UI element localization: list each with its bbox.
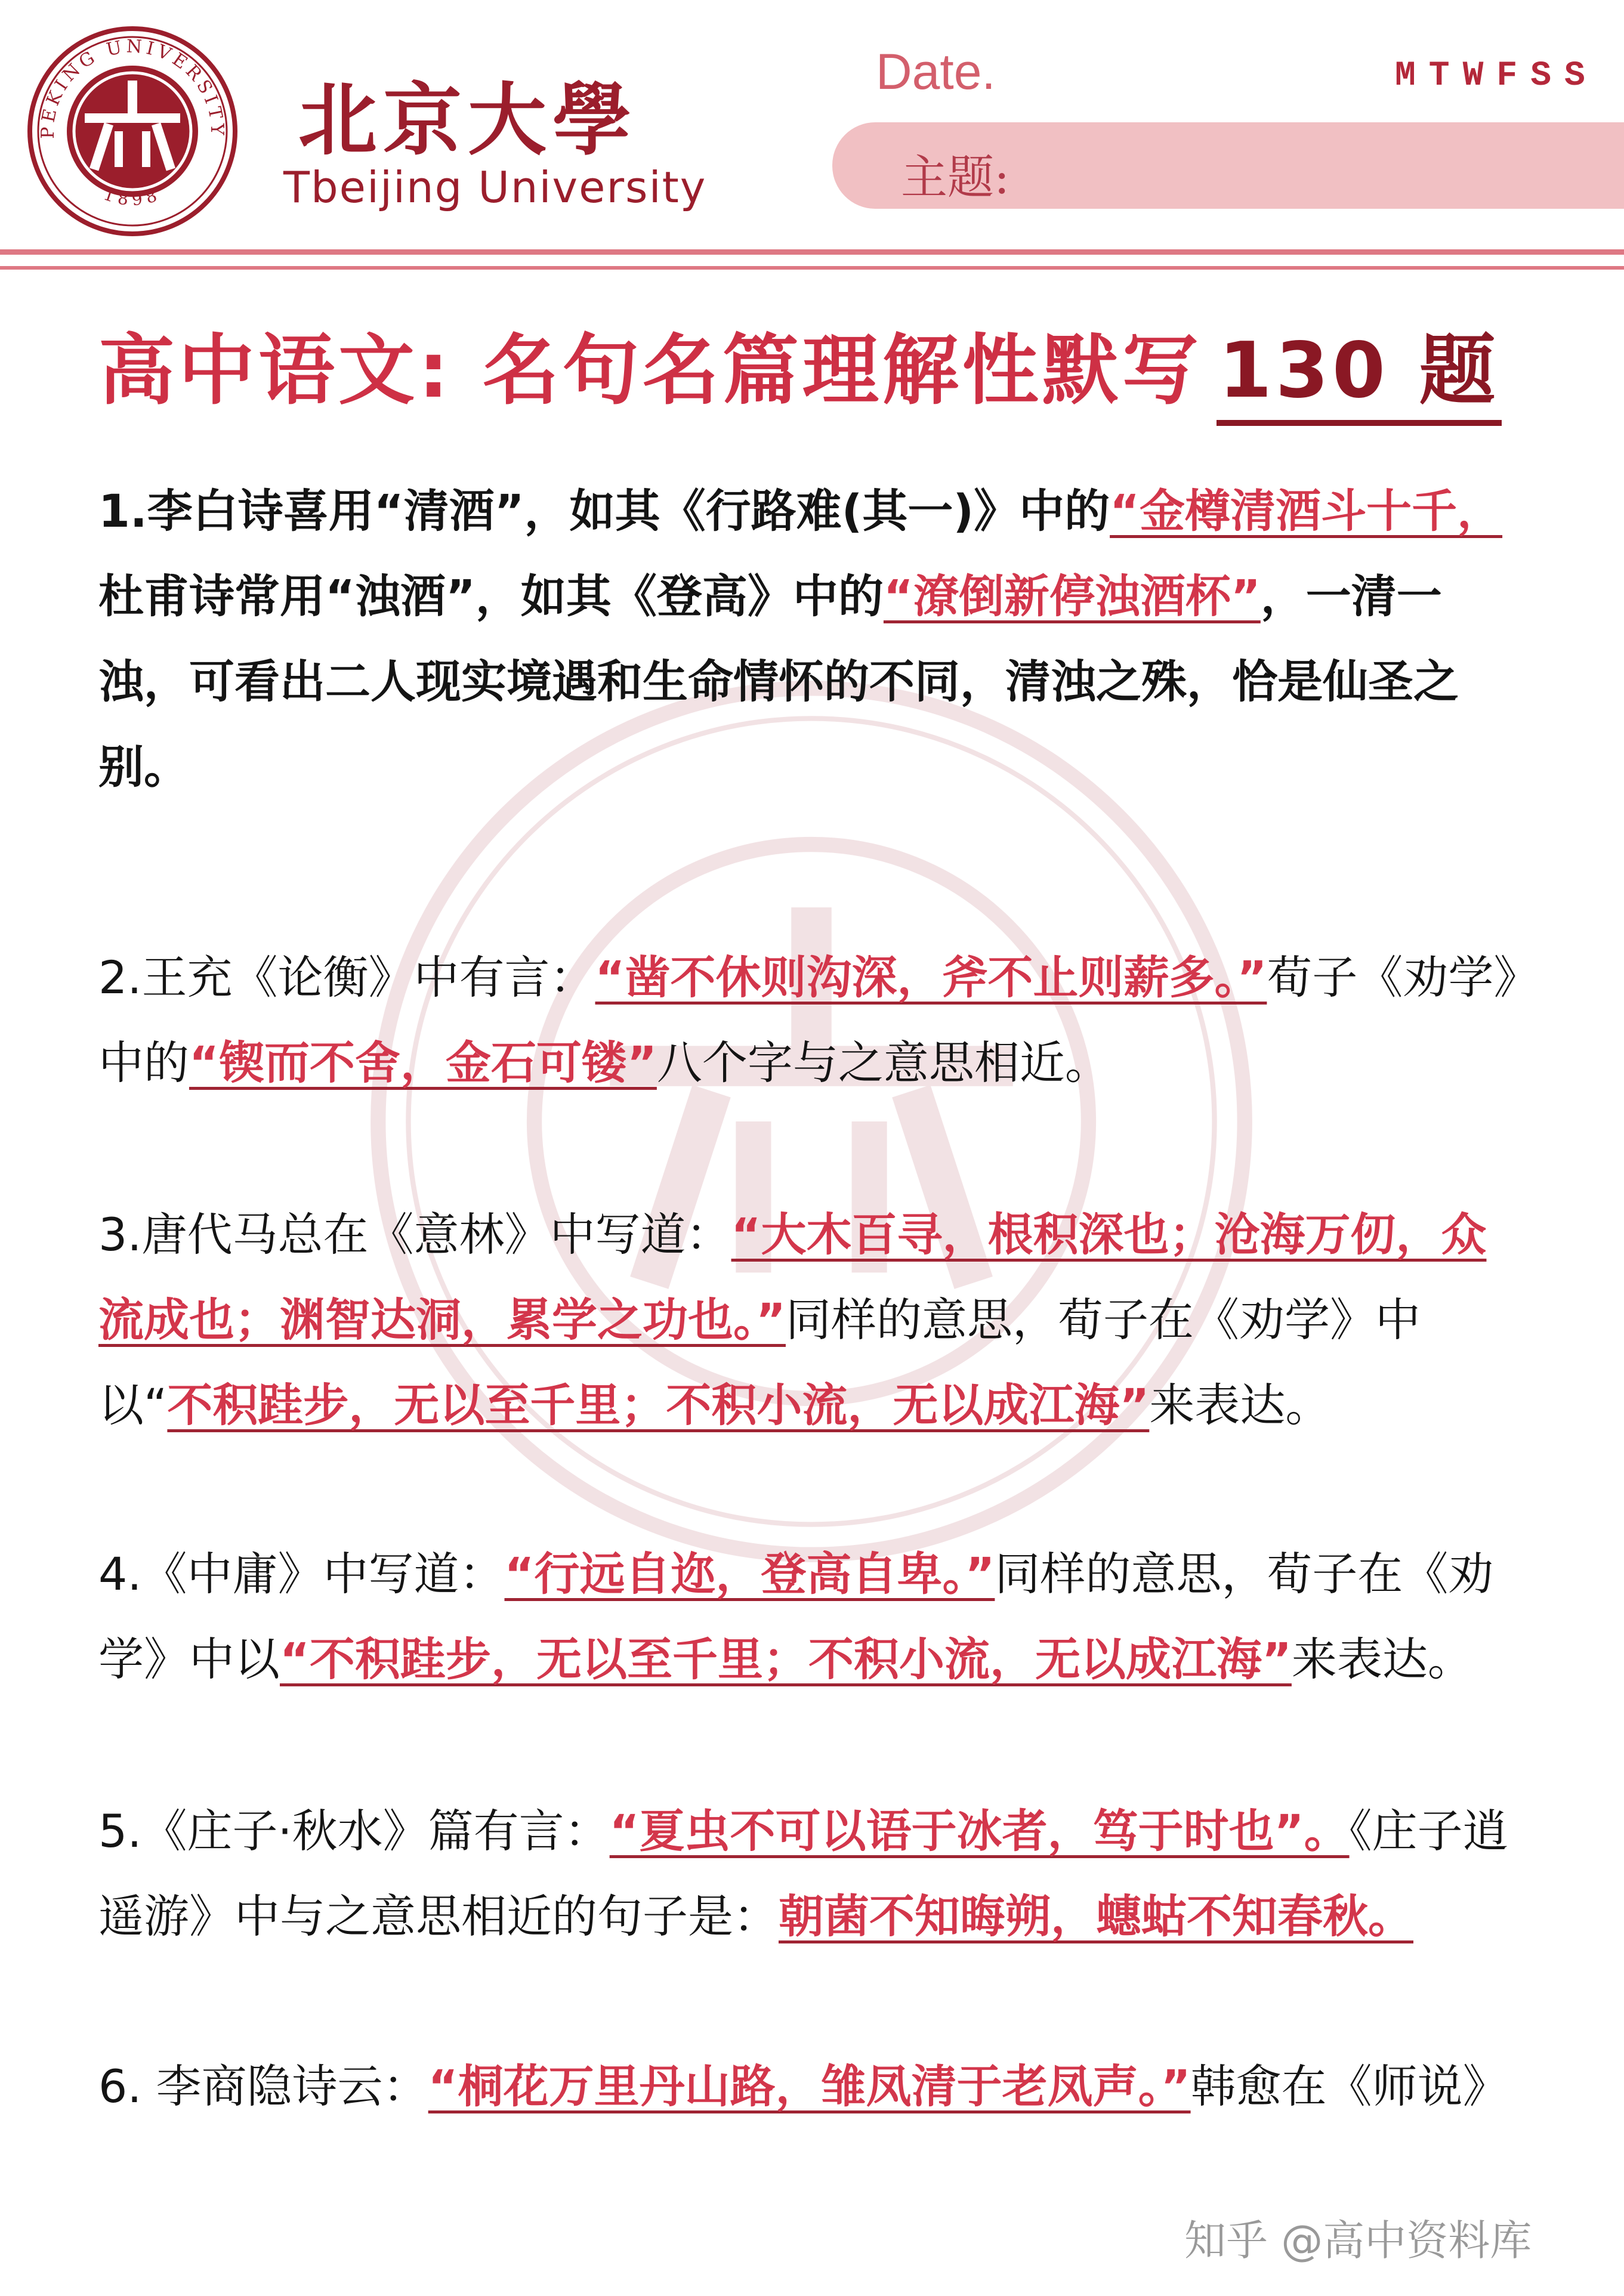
source-watermark-text: 知乎 @高中资料库: [1184, 2216, 1532, 2265]
question-text: ，一清一浊，可看出二人现实境遇和生命情怀的不同，清浊之殊，恰是仙圣之别。: [98, 570, 1459, 793]
question-text: 1.李白诗喜用“清酒”，如其《行路难(其一)》中的: [98, 484, 1110, 537]
topic-field: [832, 122, 1624, 209]
answer-blank: “夏虫不可以语于冰者，笃于时也”。: [609, 1804, 1350, 1858]
question-text: 韩愈在《师说》: [1190, 2060, 1508, 2113]
page-title-count: 130 题: [1217, 309, 1502, 426]
question-text: 《庄子逍遥游》中与之意思相近的句子是：: [98, 1804, 1508, 1943]
topic-label: 主题:: [901, 151, 1010, 205]
question-text: 2.王充《论衡》中有言：: [98, 951, 595, 1004]
question-2: [98, 935, 1524, 1105]
question-text: 来表达。: [1149, 1379, 1331, 1432]
weekday-markers: MTWFSS: [1395, 57, 1598, 95]
answer-blank: “大木百寻，根积深也；沧海万仞，众流成也；渊智达洞，累学之功也。”: [98, 1208, 1487, 1346]
question-text: 同样的意思，荀子在《劝学》中以: [98, 1547, 1494, 1686]
question-text: 荀子《劝学》中的: [98, 951, 1517, 1089]
brand-chinese-name: 北京大學: [298, 74, 637, 166]
question-1: [98, 468, 1524, 809]
answer-blank: “不积跬步，无以至千里；不积小流，无以成江海”: [280, 1633, 1292, 1686]
answer-blank: “凿不休则沟深，斧不止则薪多。”: [595, 951, 1267, 1004]
question-text: 来表达。: [1291, 1633, 1473, 1686]
date-label: Date.: [876, 44, 996, 100]
answer-blank: “行远自迩，登高自卑。”: [504, 1547, 995, 1600]
answer-blank: 朝菌不知晦朔，蟪蛄不知春秋。: [779, 1890, 1413, 1943]
question-text: 八个字与之意思相近。: [656, 1036, 1110, 1089]
logo-arc-text: PEKING UNIVERSITY: [37, 36, 228, 139]
question-3: [98, 1192, 1524, 1448]
question-text: 5.《庄子·秋水》篇有言：: [98, 1804, 610, 1858]
question-text: 6. 李商隐诗云：: [98, 2060, 428, 2113]
question-text: 同样的意思，荀子在《劝学》中以“: [98, 1293, 1421, 1432]
peking-university-seal-logo: [25, 24, 240, 239]
question-6: [98, 2044, 1524, 2129]
answer-blank: 不积跬步，无以至千里；不积小流，无以成江海”: [167, 1379, 1150, 1432]
logo-year-text: 1898: [101, 184, 164, 210]
page-title-main: 高中语文: 名句名篇理解性默写: [98, 326, 1202, 415]
question-text: 4.《中庸》中写道：: [98, 1547, 505, 1600]
question-text: 杜甫诗常用“浊酒”，如其《登高》中的: [98, 570, 884, 623]
question-text: 3.唐代马总在《意林》中写道：: [98, 1208, 731, 1261]
page-title: [98, 309, 1502, 426]
answer-blank: “锲而不舍，金石可镂”: [189, 1036, 657, 1089]
page-header: [0, 0, 1624, 280]
question-4: [98, 1531, 1524, 1702]
question-5: [98, 1788, 1524, 1959]
header-divider-thin: [0, 266, 1624, 270]
header-divider-thick: [0, 249, 1624, 255]
brand-english-name: Tbeijing University: [283, 162, 707, 212]
answer-blank: “金樽清酒斗十千，: [1110, 484, 1503, 537]
answer-blank: “潦倒新停浊酒杯”: [883, 570, 1261, 623]
answer-blank: “桐花万里丹山路，雏凤清于老凤声。”: [428, 2060, 1191, 2113]
